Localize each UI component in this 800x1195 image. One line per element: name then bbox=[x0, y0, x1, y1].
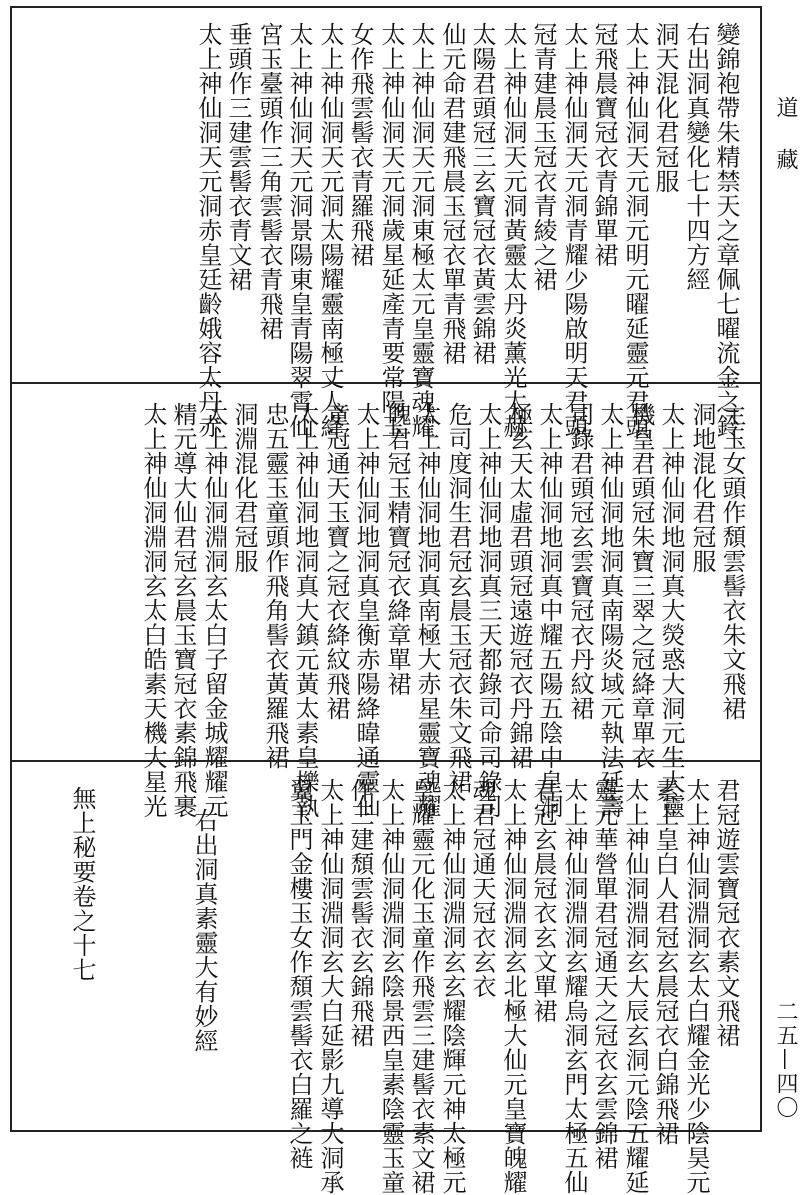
divider-1 bbox=[10, 382, 762, 384]
text-column: 太上神仙洞天元洞青耀少陽啟明天君頭 bbox=[560, 22, 588, 439]
text-column: 右出洞真素靈大有妙經 bbox=[190, 808, 218, 1053]
text-column: 冠飛晨寶冠衣青錦單裙 bbox=[590, 22, 618, 267]
text-column: 太上神仙洞天元洞東極太元皇靈寶魂耀 bbox=[407, 22, 435, 439]
text-column: 洞淵混化君冠服 bbox=[230, 402, 258, 574]
text-column: 魄君冠玉精寶冠衣絳章單裙 bbox=[383, 402, 411, 696]
text-column: 太上神仙洞天元洞元明元曜延靈元君頭 bbox=[621, 22, 649, 439]
text-column: 忠五靈玉童頭作飛角髻衣黃羅飛裙 bbox=[261, 402, 289, 770]
text-column: 機皇君頭冠朱寶三翠之冠絳章單衣 bbox=[627, 402, 655, 770]
text-column: 太上神仙洞天元洞歲星延產青要常陽玉 bbox=[377, 22, 405, 439]
text-column: 太上神仙洞地洞真皇衡赤陽絳暐通靈仙 bbox=[352, 402, 380, 819]
text-column: 太上神仙洞地洞真南極大赤星靈寶魂耀 bbox=[413, 402, 441, 819]
text-column: 君冠遊雲寶冠衣素文飛裙 bbox=[712, 778, 740, 1048]
text-column: 女作飛雲髻衣青羅飛裙 bbox=[346, 22, 374, 267]
text-column: 太上神仙洞天元洞赤皇廷齡娥容太丹赤 bbox=[194, 22, 222, 439]
divider-2 bbox=[10, 760, 762, 762]
text-column: 翼玉門金樓玉女作頹雲髻衣白羅之裢 bbox=[285, 778, 313, 1170]
page-frame bbox=[10, 6, 762, 1195]
text-column: 作三建頹雲髻衣玄錦飛裙 bbox=[346, 778, 374, 1048]
text-column: 皇耀靈元化玉童作飛雲三建髻衣素文裙 bbox=[407, 778, 435, 1195]
text-column: 魂君冠通天冠衣玄衣 bbox=[468, 778, 496, 999]
text-column: 洞地混化君冠服 bbox=[688, 402, 716, 574]
text-column: 太上神仙洞地洞真大鎮元黃太素皇櫟執 bbox=[291, 402, 319, 819]
text-column: 主玉女頭作頹雲髻衣朱文飛裙 bbox=[718, 402, 746, 721]
margin-top-label: 道藏 bbox=[773, 96, 798, 200]
text-column: 太上神仙洞淵洞玄太白子留金城耀耀元 bbox=[200, 402, 228, 819]
text-column: 太上神仙洞淵洞玄大辰玄洞元陰五耀延 bbox=[621, 778, 649, 1195]
text-column: 太上神仙洞淵洞玄太白耀金光少陰昊元 bbox=[682, 778, 710, 1195]
text-column: 靈元華營單君冠通天之冠衣玄雲錦裙 bbox=[590, 778, 618, 1170]
text-column: 童冠通天玉寶之冠衣絳紋飛裙 bbox=[322, 402, 350, 721]
text-column: 素上皇白人君冠玄晨冠衣白錦飛裙 bbox=[651, 778, 679, 1146]
text-column: 太上神仙洞淵洞玄大白延影九導大洞承 bbox=[316, 778, 344, 1195]
text-column: 君冠玄晨冠衣玄文單裙 bbox=[529, 778, 557, 1023]
text-column: 危司度洞生君冠玄晨玉冠衣朱文飛裙 bbox=[444, 402, 472, 794]
text-column: 太上神仙洞地洞真大熒惑大洞元生大靈 bbox=[657, 402, 685, 819]
text-column: 太上神仙洞地洞真三天都錄司命司錄司 bbox=[474, 402, 502, 819]
text-column: 仙元命君建飛晨玉冠衣單青飛裙 bbox=[438, 22, 466, 365]
text-column: 太上神仙洞天元洞黃靈太丹炎薰光太赫 bbox=[499, 22, 527, 439]
page-number: 二五—四〇 bbox=[773, 1000, 798, 1120]
text-column: 太上神仙洞淵洞玄太白皓素天機大星光 bbox=[139, 402, 167, 819]
text-column: 太上神仙洞天元洞太陽耀靈南極丈人絳 bbox=[316, 22, 344, 439]
text-column: 冠青建晨玉冠衣青綾之裙 bbox=[529, 22, 557, 292]
text-column: 太上神仙洞天元洞景陽東皇青陽翠霄仙 bbox=[285, 22, 313, 439]
register-top bbox=[12, 8, 762, 439]
text-column: 垂頭作三建雲髻衣青文裙 bbox=[224, 22, 252, 292]
register-bottom bbox=[12, 764, 762, 1195]
text-column: 右出洞真變化七十四方經 bbox=[682, 22, 710, 292]
text-column: 無上秘要卷之十七 bbox=[68, 786, 96, 982]
text-column: 太上神仙洞淵洞玄玄耀陰輝元神太極元 bbox=[438, 778, 466, 1195]
text-column: 太上神仙洞淵洞玄耀烏洞玄門太極五仙 bbox=[560, 778, 588, 1195]
text-column: 太上神仙洞地洞真中耀五陽五陰中皇洞 bbox=[535, 402, 563, 819]
register-middle bbox=[12, 388, 762, 819]
text-column: 太上神仙洞地洞真南陽炎域元執法延壽 bbox=[596, 402, 624, 819]
text-column: 變錦袍帶朱精禁天之章佩七曜流金之鈴 bbox=[712, 22, 740, 439]
text-column: 司錄君頭冠玄雲寶冠衣丹紋裙 bbox=[566, 402, 594, 721]
text-column: 太上神仙洞淵洞玄北極大仙元皇寶魄耀 bbox=[499, 778, 527, 1195]
text-column: 宮玉臺頭作三角雲髻衣青飛裙 bbox=[255, 22, 283, 341]
text-column: 精元導大仙君冠玄晨玉寶冠衣素錦飛裹 bbox=[169, 402, 197, 819]
text-column: 太上神仙洞淵洞玄陰景西皇素陰靈玉童 bbox=[377, 778, 405, 1195]
text-column: 極玄天太虛君頭冠遠遊冠衣丹錦裙 bbox=[505, 402, 533, 770]
text-column: 洞天混化君冠服 bbox=[651, 22, 679, 194]
text-column: 太陽君頭冠三玄寶冠衣黃雲錦裙 bbox=[468, 22, 496, 365]
